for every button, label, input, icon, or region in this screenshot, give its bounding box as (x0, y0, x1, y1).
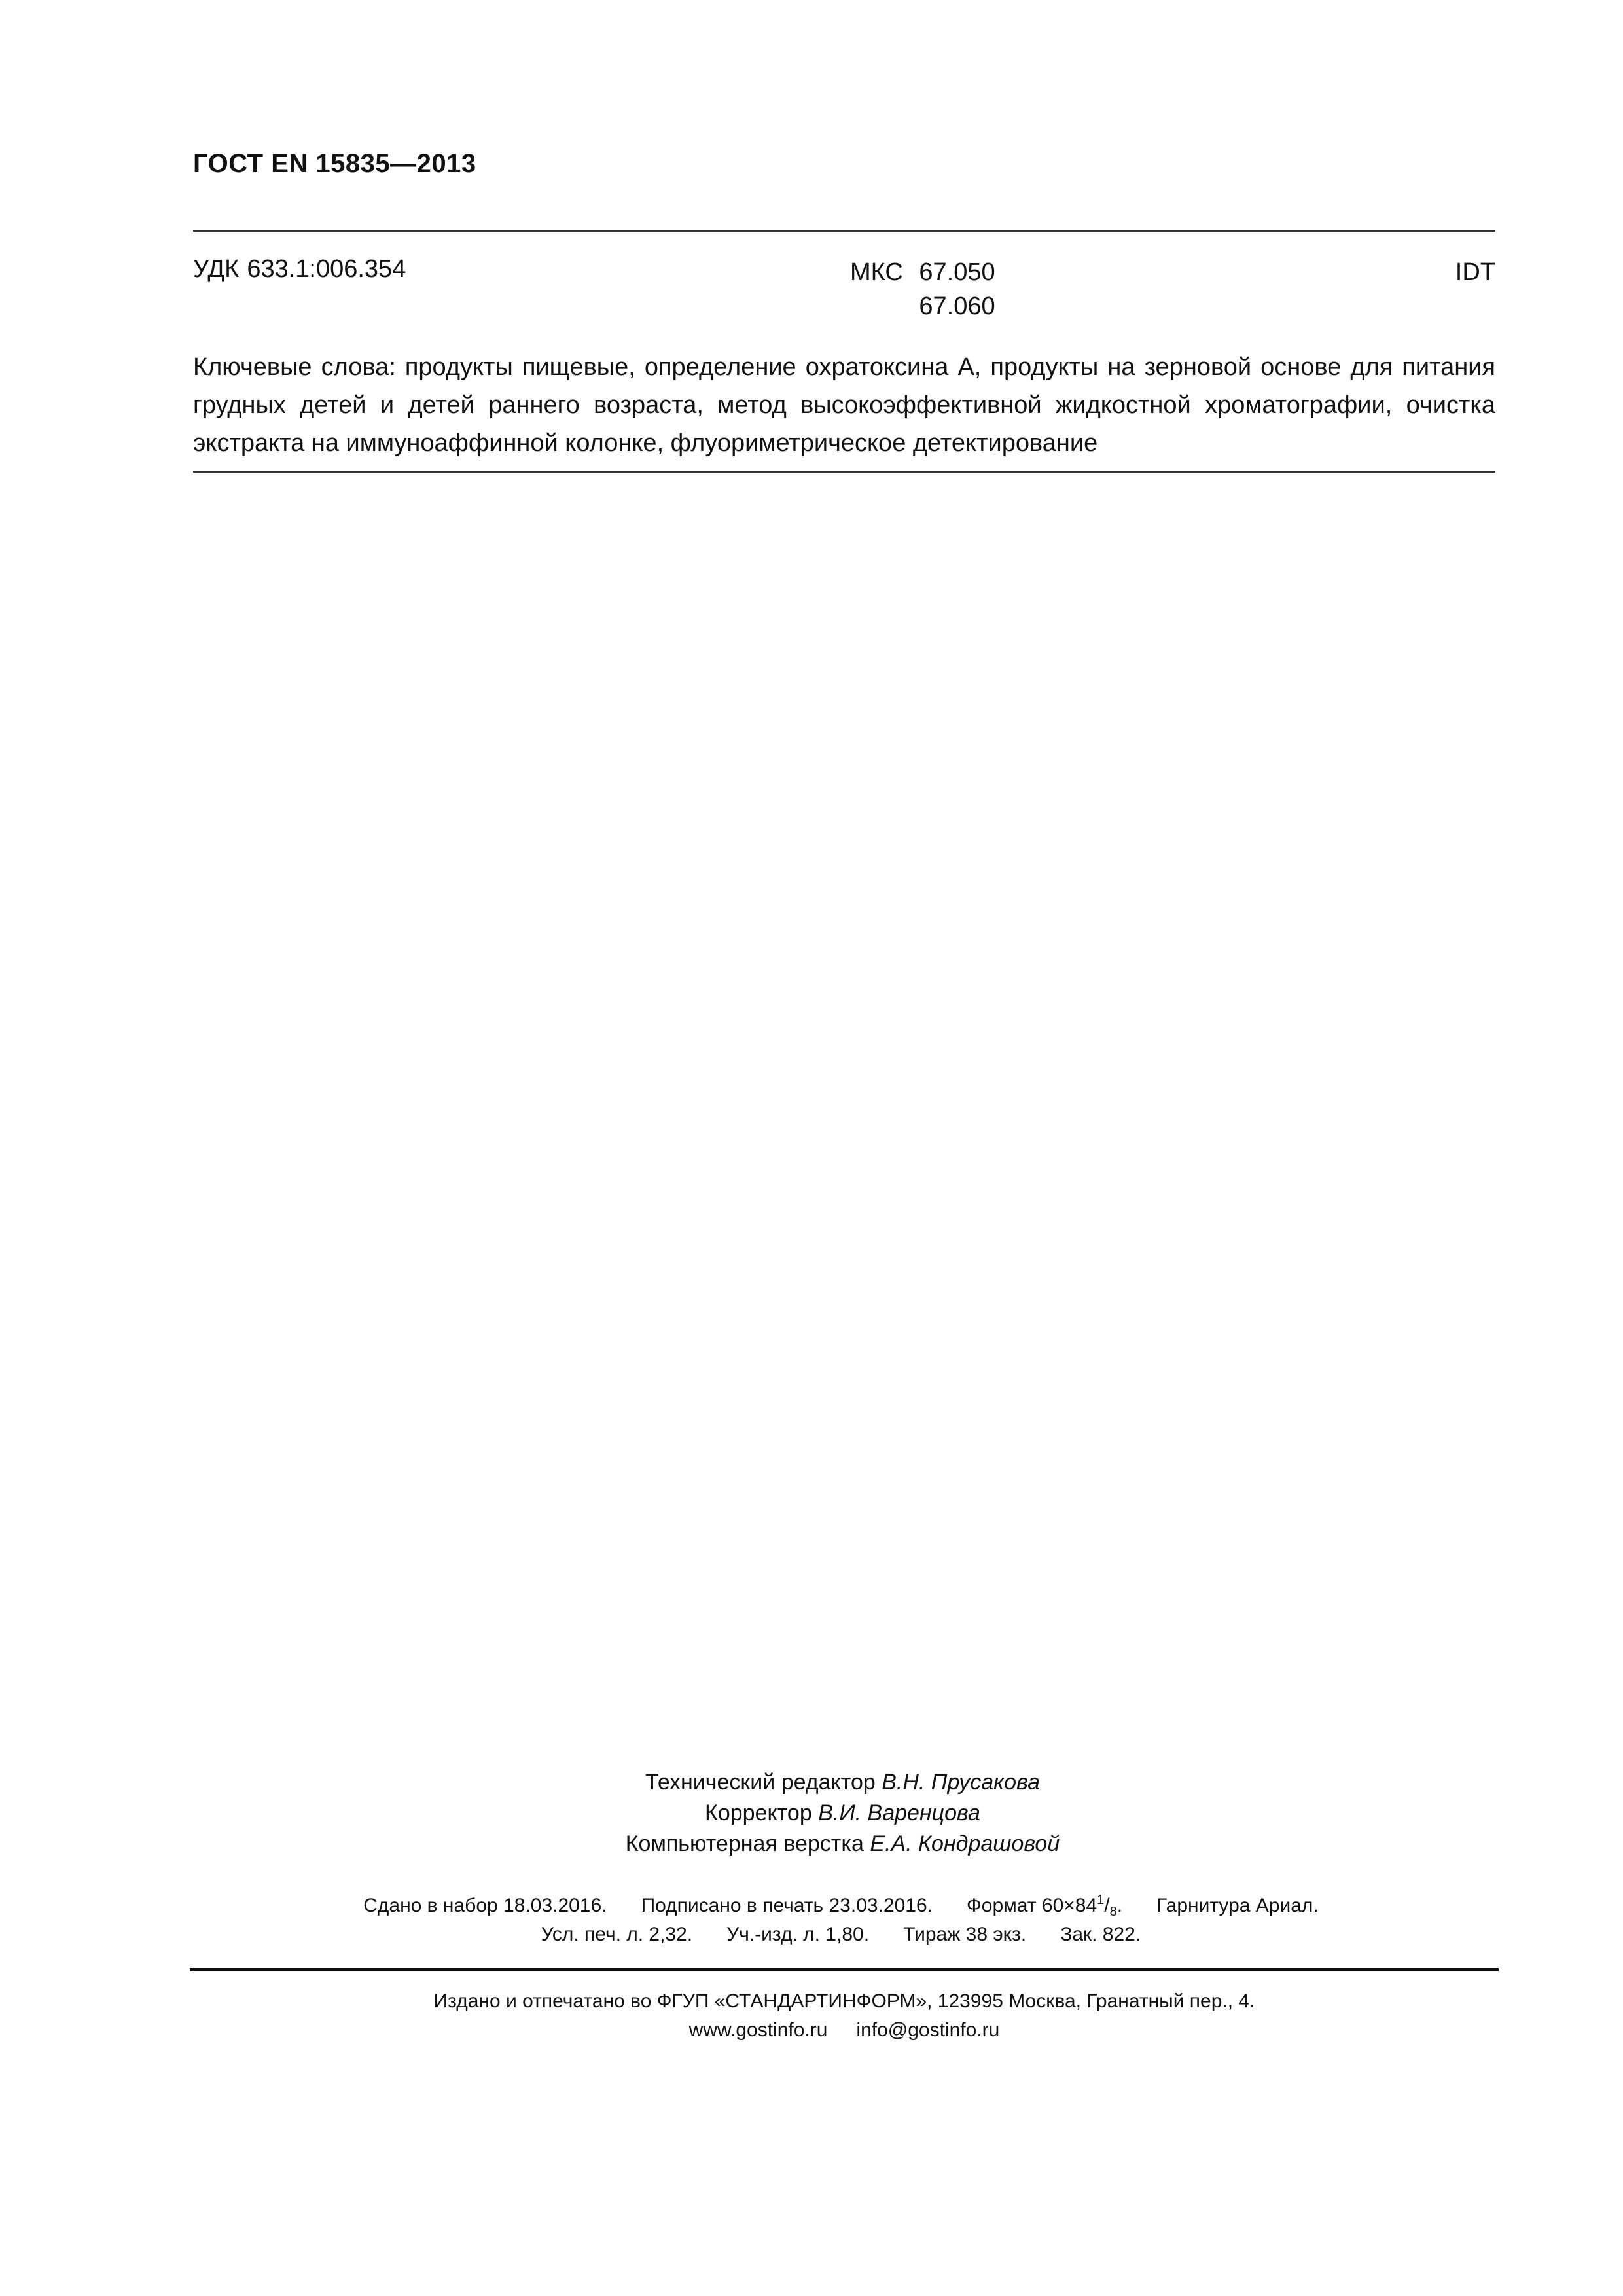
mks-code: 67.060 (919, 293, 995, 320)
standard-number: ГОСТ EN 15835—2013 (193, 149, 476, 178)
keywords-paragraph: Ключевые слова: продукты пищевые, определение охратоксина А, продукты на зерновой основе для питания грудных детей и детей раннего возраста, метод высокоэффективной жидкостной хроматографии, очистка экстракта на иммуноаффинной колонке, флуориметрическое детектирование (193, 353, 1495, 457)
tech-editor-line (0, 1767, 1623, 1798)
publisher-contacts (0, 2016, 1623, 2045)
publisher-line: Издано и отпечатано во ФГУП «СТАНДАРТИНФОРМ», 123995 Москва, Гранатный пер., 4. (433, 1990, 1255, 2012)
top-divider (193, 230, 1495, 232)
corrector-label: Корректор (705, 1801, 812, 1825)
tech-editor-label: Технический редактор (645, 1770, 876, 1795)
publisher-divider (190, 1968, 1499, 1971)
layout-name: Е.А. Кондрашовой (870, 1831, 1060, 1856)
corrector-line (0, 1798, 1623, 1829)
keywords-divider (193, 471, 1495, 473)
print-sheets: Усл. печ. л. 2,32. (541, 1924, 693, 1945)
mks-code: 67.050 (919, 259, 995, 286)
print-info-line-2 (0, 1920, 1623, 1949)
paper-format: Формат $60\times 84^1/_8$. (966, 1893, 1123, 1919)
credits-block (0, 1767, 1623, 1859)
tech-editor-name: В.Н. Прусакова (882, 1770, 1041, 1795)
circulation: Тираж 38 экз. (903, 1924, 1027, 1945)
mks-label: МКС (850, 259, 903, 286)
email-link[interactable]: info@gostinfo.ru (856, 2019, 1000, 2041)
signed-date: Подписано в печать 23.03.2016. (641, 1895, 933, 1916)
layout-label: Компьютерная верстка (625, 1831, 864, 1856)
corrector-name: В.И. Варенцова (818, 1801, 980, 1825)
typeface: Гарнитура Ариал. (1156, 1895, 1319, 1916)
classification-row (193, 255, 1495, 321)
mks-code-list (919, 255, 995, 323)
udk-block (193, 255, 406, 283)
print-info-block (0, 1892, 1623, 1949)
order-number: Зак. 822. (1060, 1924, 1141, 1945)
website-link[interactable]: www.gostinfo.ru (688, 2019, 828, 2041)
print-info-line-1 (0, 1892, 1623, 1920)
udk-label: УДК (193, 255, 240, 283)
layout-line (0, 1829, 1623, 1859)
udk-code: 633.1:006.354 (247, 255, 406, 283)
submitted-date: Сдано в набор 18.03.2016. (363, 1895, 607, 1916)
mks-block (850, 255, 995, 323)
publisher-sheets: Уч.-изд. л. 1,80. (726, 1924, 870, 1945)
publisher-block (0, 1987, 1623, 2045)
equivalence-degree: IDT (1455, 259, 1495, 286)
